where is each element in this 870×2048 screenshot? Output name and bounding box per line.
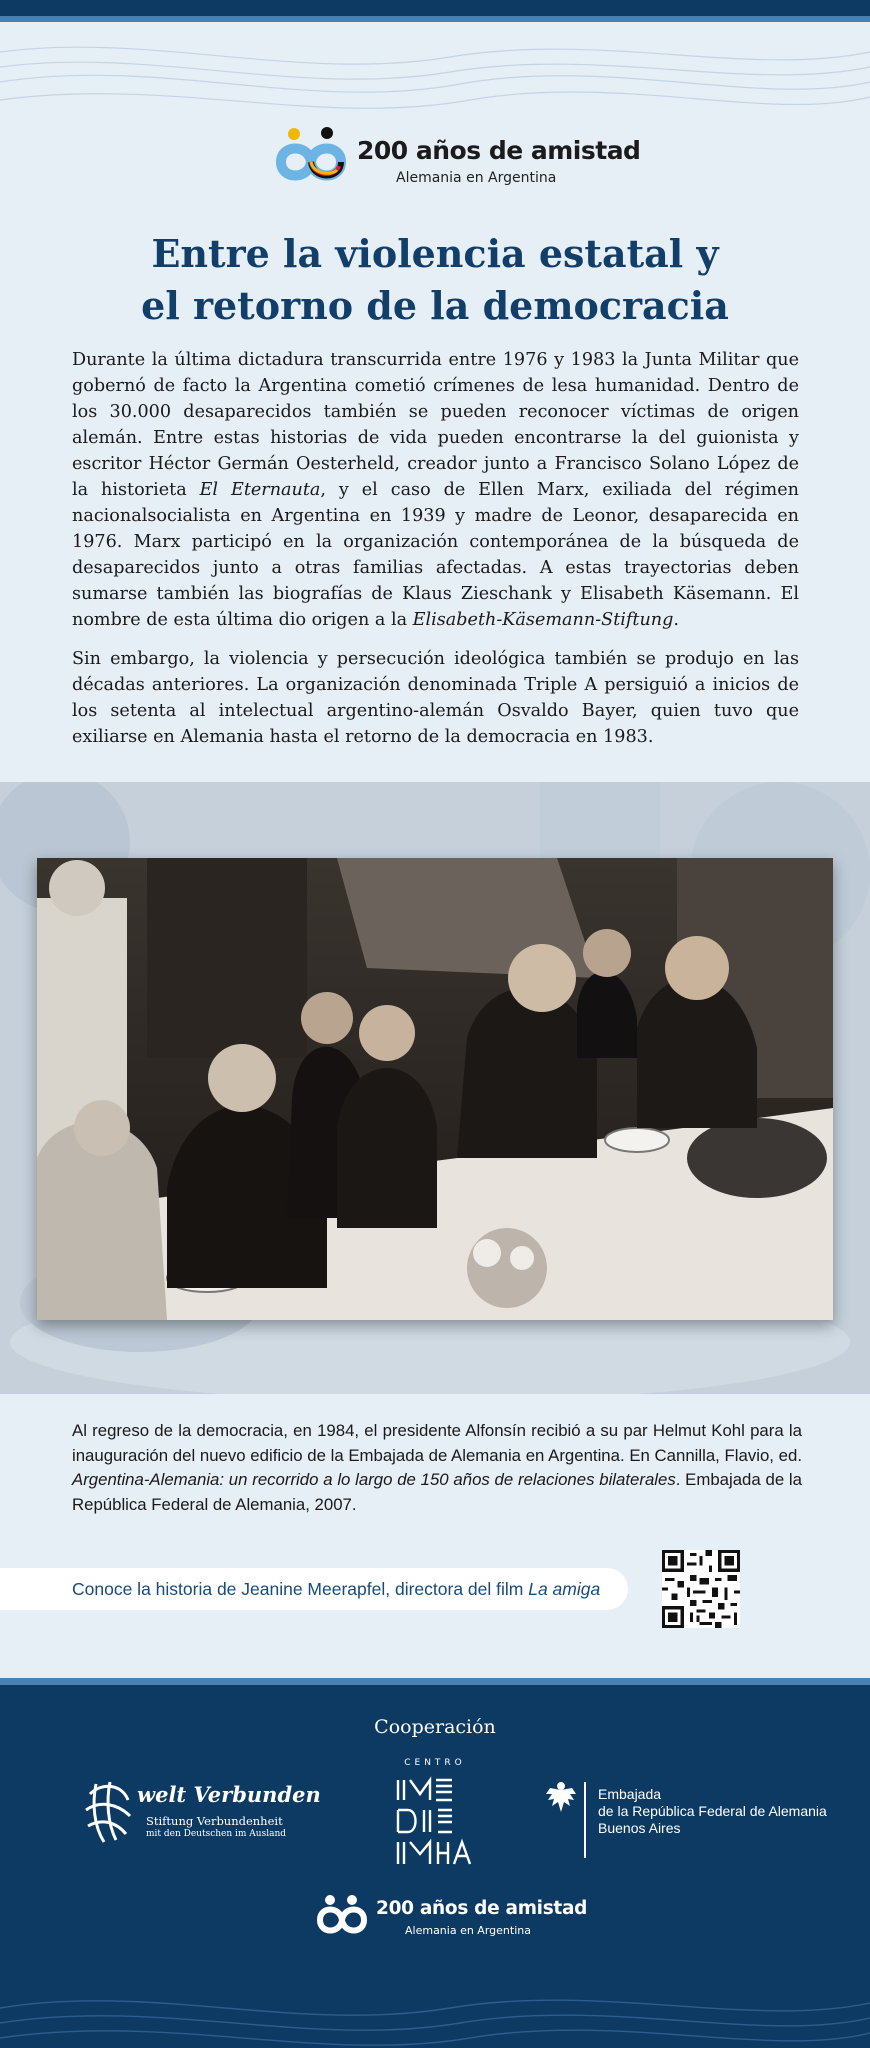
film-link-text[interactable] [72,1579,600,1600]
caption-italic-title: Argentina-Alemania: un recorrido a lo largo de 150 años de relaciones bilaterales [72,1470,676,1489]
paragraph-1-part-3: . [673,610,679,630]
title-line-2: el retorno de la democracia [141,283,729,328]
globe-hand-icon [82,1774,134,1846]
welt-verbunden-name: welt Verbunden [137,1782,321,1807]
embassy-line-1: Embajada [598,1786,662,1802]
dieha-centro-label: CENTRO [404,1758,466,1768]
footer-logo [316,1894,588,1944]
welt-subtitle-1: Stiftung Verbundenheit [146,1814,283,1828]
centro-dieha-logo [390,1758,480,1868]
footer [0,1678,870,2048]
qr-code-icon[interactable] [662,1550,740,1628]
body-paragraph-1 [72,347,799,633]
embassy-line-2: de la República Federal de Alemania [598,1803,827,1819]
photo-caption [72,1419,802,1517]
paragraph-1-italic-1: El Eternauta [199,480,321,500]
embassy-logo [544,1778,844,1868]
decorative-waves-top [0,22,870,142]
page-title [60,228,810,332]
body-paragraph-2: Sin embargo, la violencia y persecución ideológica también se produjo en las décadas anteriores. La organización denominada Triple A persiguió a inicios de los setenta al intelectual argentino-alemán Osvaldo Bayer, quien tuvo que exiliarse en Alemania hasta el retorno de la democracia en 1983. [72,649,799,747]
welt-verbunden-logo [82,1774,321,1854]
footer-stripe [0,1678,870,1685]
embassy-line-3: Buenos Aires [598,1820,681,1836]
logo-subtitle: Alemania en Argentina [396,170,557,186]
embassy-divider [584,1782,586,1858]
film-link-label: Conoce la historia de Jeanine Meerapfel, directora del film [72,1579,529,1599]
cooperation-label: Cooperación [374,1716,496,1738]
film-link-pill[interactable] [0,1568,628,1610]
welt-subtitle-2: mit den Deutschen im Ausland [146,1829,287,1839]
header-logo [275,126,641,192]
historical-photo-dinner [37,858,833,1320]
paragraph-1-italic-2: Elisabeth-Käsemann-Stiftung [412,610,674,630]
friendship-logo-white-icon [316,1894,368,1938]
dieha-monogram-icon [390,1772,480,1868]
caption-part-1: Al regreso de la democracia, en 1984, el presidente Alfonsín recibió a su par Helmut Kohl para la inauguración del nuevo edificio de la Embajada de Alemania en Argentina. En Cannilla, Flavio, ed. [72,1421,802,1465]
federal-eagle-icon [544,1780,578,1816]
title-line-1: Entre la violencia estatal y [151,231,719,276]
decorative-waves-bottom [0,1968,870,2048]
film-title: La amiga [528,1579,601,1599]
logo-title: 200 años de amistad [357,136,641,165]
friendship-logo-icon [275,126,347,192]
paragraph-1-part-1: Durante la última dictadura transcurrida entre 1976 y 1983 la Junta Militar que gobernó de facto la Argentina cometió crímenes de lesa humanidad. Dentro de los 30.000 desaparecidos también se pueden reconocer víctimas de origen alemán. Entre estas historias de vida pueden encontrarse la del guionista y escritor Héctor Germán Oesterheld, creador junto a Francisco Solano López de la historieta [72,350,799,500]
paragraph-1-part-2: , y el caso de Ellen Marx, exiliada del régimen nacionalsocialista en Argentina en 1939 y madre de Leonor, desaparecida en 1976. Marx participó en la organización contemporánea de la búsqueda de desaparecidos junto a otras familias afectadas. A estas trayectorias deben sumarse también las biografías de Klaus Zieschank y Elisabeth Käsemann. El nombre de esta última dio origen a la [72,480,799,630]
top-bar [0,0,870,22]
footer-logo-title: 200 años de amistad [376,1898,588,1919]
caption-part-2: . Embajada de la República Federal de Alemania, 2007. [72,1470,802,1514]
footer-logo-subtitle: Alemania en Argentina [405,1924,531,1937]
